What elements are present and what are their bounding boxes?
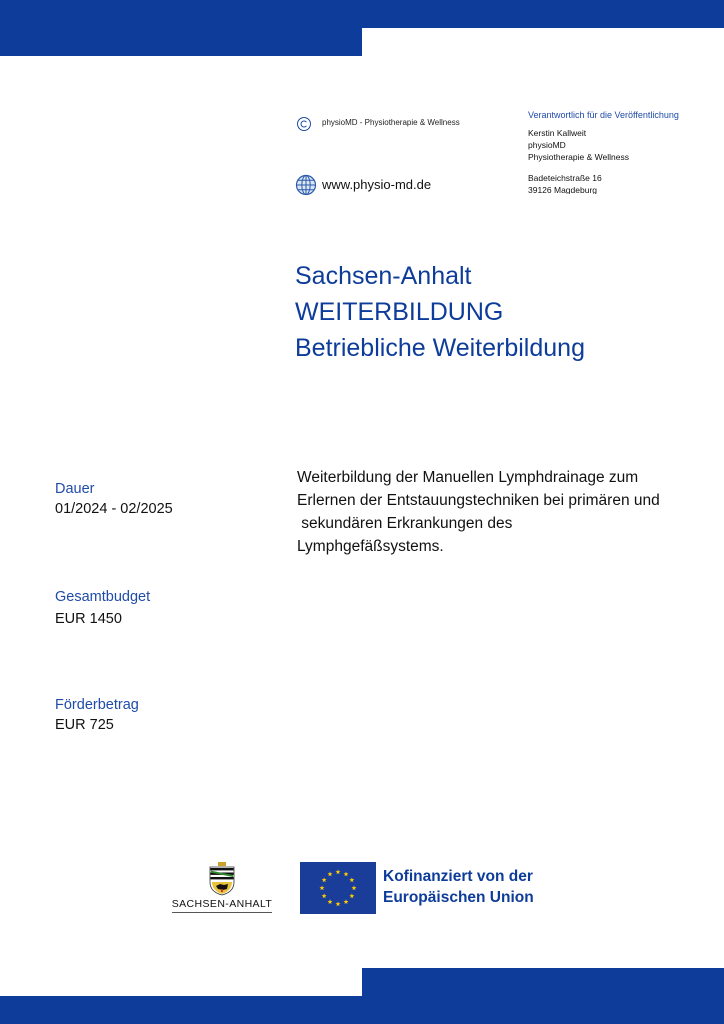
- title-line-subprogram: Betriebliche Weiterbildung: [295, 334, 585, 362]
- responsible-title: Verantwortlich für die Veröffentlichung: [528, 110, 679, 120]
- budget-value: EUR 1450: [55, 611, 122, 627]
- sachsen-anhalt-logo: [168, 860, 276, 916]
- eu-flag-icon: [300, 862, 376, 914]
- globe-icon: [295, 174, 317, 196]
- page-title: [295, 258, 585, 366]
- eu-text-line1: Kofinanziert von der: [383, 868, 533, 885]
- description-line: sekundären Erkrankungen des: [297, 515, 513, 532]
- top-banner-tab: [0, 28, 362, 56]
- title-line-program: WEITERBILDUNG: [295, 298, 504, 326]
- top-banner-bar: [0, 0, 724, 28]
- title-line-region: Sachsen-Anhalt: [295, 262, 472, 290]
- responsible-address: [528, 172, 602, 194]
- address-city: 39126 Magdeburg: [528, 185, 598, 194]
- responsible-contact: [528, 127, 629, 163]
- state-name: SACHSEN-ANHALT: [171, 898, 273, 910]
- bottom-banner-tab: [362, 968, 724, 996]
- responsible-name: Kerstin Kallweit: [528, 128, 587, 138]
- funding-label: Förderbetrag: [55, 697, 139, 713]
- project-description: [297, 466, 717, 558]
- coat-of-arms-icon: [208, 862, 236, 896]
- eu-cofunding-text: [383, 866, 534, 908]
- responsible-company-subtitle: Physiotherapie & Wellness: [528, 152, 629, 162]
- copyright-icon: [296, 116, 312, 132]
- responsible-company: physioMD: [528, 140, 566, 150]
- state-underline: [172, 912, 272, 913]
- address-street: Badeteichstraße 16: [528, 173, 602, 183]
- eu-text-line2: Europäischen Union: [383, 889, 534, 906]
- budget-label: Gesamtbudget: [55, 589, 151, 605]
- website-link[interactable]: www.physio-md.de: [322, 177, 432, 192]
- description-line: Weiterbildung der Manuellen Lymphdrainage zum: [297, 469, 639, 486]
- duration-value: 01/2024 - 02/2025: [55, 501, 173, 517]
- copyright-text: physioMD - Physiotherapie & Wellness: [322, 118, 460, 127]
- duration-label: Dauer: [55, 481, 95, 497]
- description-line: Lymphgefäßsystems.: [297, 538, 444, 555]
- description-line: Erlernen der Entstauungstechniken bei primären und: [297, 492, 660, 509]
- bottom-banner-bar: [0, 996, 724, 1024]
- funding-value: EUR 725: [55, 717, 114, 733]
